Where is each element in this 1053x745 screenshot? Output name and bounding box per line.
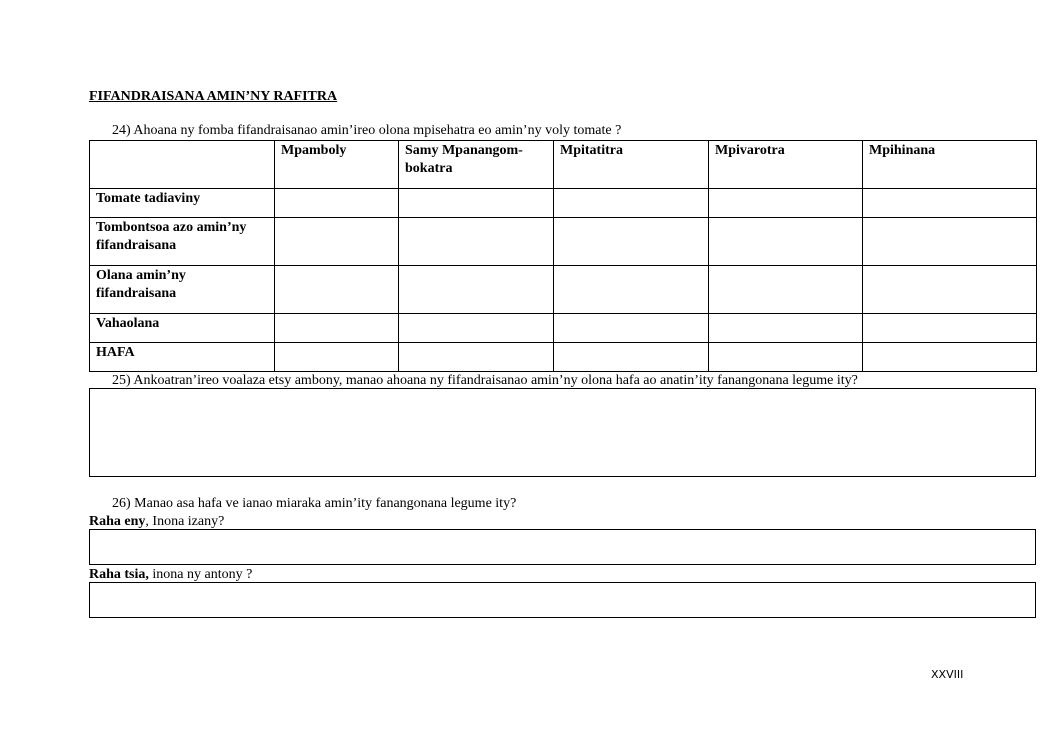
row-label-tombontsoa: Tombontsoa azo amin’ny fifandraisana [90,218,275,266]
answer-cell[interactable] [554,314,709,343]
answer-cell[interactable] [554,266,709,314]
table-row [90,343,1037,372]
answer-box-no[interactable] [89,582,1036,618]
answer-cell[interactable] [554,343,709,372]
if-no-label [89,566,252,583]
if-yes-label [89,513,224,530]
answer-cell[interactable] [399,266,554,314]
answer-cell[interactable] [275,189,399,218]
answer-cell[interactable] [275,266,399,314]
answer-cell[interactable] [709,189,863,218]
answer-cell[interactable] [863,218,1037,266]
question-25-number: 25) [112,373,131,388]
answer-cell[interactable] [709,314,863,343]
answer-cell[interactable] [399,218,554,266]
if-yes-label-bold: Raha eny [89,514,146,529]
answer-cell[interactable] [554,189,709,218]
table-row [90,266,1037,314]
row-label-olana: Olana amin’ny fifandraisana [90,266,275,314]
row-label-tomate-tadiaviny: Tomate tadiaviny [90,189,275,218]
answer-cell[interactable] [863,343,1037,372]
answer-cell[interactable] [399,343,554,372]
table-row [90,314,1037,343]
answer-cell[interactable] [863,189,1037,218]
question-26-text: Manao asa hafa ve ianao miaraka amin’ity fanangonana legume ity? [134,496,517,511]
relations-table [89,140,1037,372]
answer-box-25[interactable] [89,388,1036,477]
answer-cell[interactable] [275,314,399,343]
answer-cell[interactable] [275,218,399,266]
if-no-label-rest: inona ny antony ? [148,567,253,582]
header-empty-cell [90,141,275,189]
question-26 [112,495,516,512]
column-header-mpamboly: Mpamboly [275,141,399,189]
question-24-text: Ahoana ny fomba fifandraisanao amin’ireo olona mpisehatra eo amin’ny voly tomate ? [133,123,622,138]
if-no-label-bold: Raha tsia, [89,567,149,582]
answer-cell[interactable] [709,266,863,314]
column-header-mpitatitra: Mpitatitra [554,141,709,189]
row-label-vahaolana: Vahaolana [90,314,275,343]
row-label-hafa: HAFA [90,343,275,372]
table-header-row [90,141,1037,189]
page-number: XXVIII [931,668,964,681]
question-24 [112,122,621,139]
column-header-mpivarotra: Mpivarotra [709,141,863,189]
column-header-mpihinana: Mpihinana [863,141,1037,189]
question-24-number: 24) [112,123,131,138]
answer-cell[interactable] [399,314,554,343]
question-26-number: 26) [112,496,131,511]
question-25-text: Ankoatran’ireo voalaza etsy ambony, manao ahoana ny fifandraisanao amin’ny olona hafa ao anatin’ity fanangonana legume ity? [133,373,858,388]
if-yes-label-rest: , Inona izany? [145,514,225,529]
answer-cell[interactable] [709,343,863,372]
answer-cell[interactable] [863,314,1037,343]
answer-box-yes[interactable] [89,529,1036,565]
answer-cell[interactable] [275,343,399,372]
table-row [90,218,1037,266]
table-row [90,189,1037,218]
section-heading: FIFANDRAISANA AMIN’NY RAFITRA [89,89,338,104]
answer-cell[interactable] [399,189,554,218]
question-25 [112,372,858,389]
answer-cell[interactable] [709,218,863,266]
answer-cell[interactable] [863,266,1037,314]
column-header-samy-mpanangom-bokatra: Samy Mpanangom- bokatra [399,141,554,189]
answer-cell[interactable] [554,218,709,266]
